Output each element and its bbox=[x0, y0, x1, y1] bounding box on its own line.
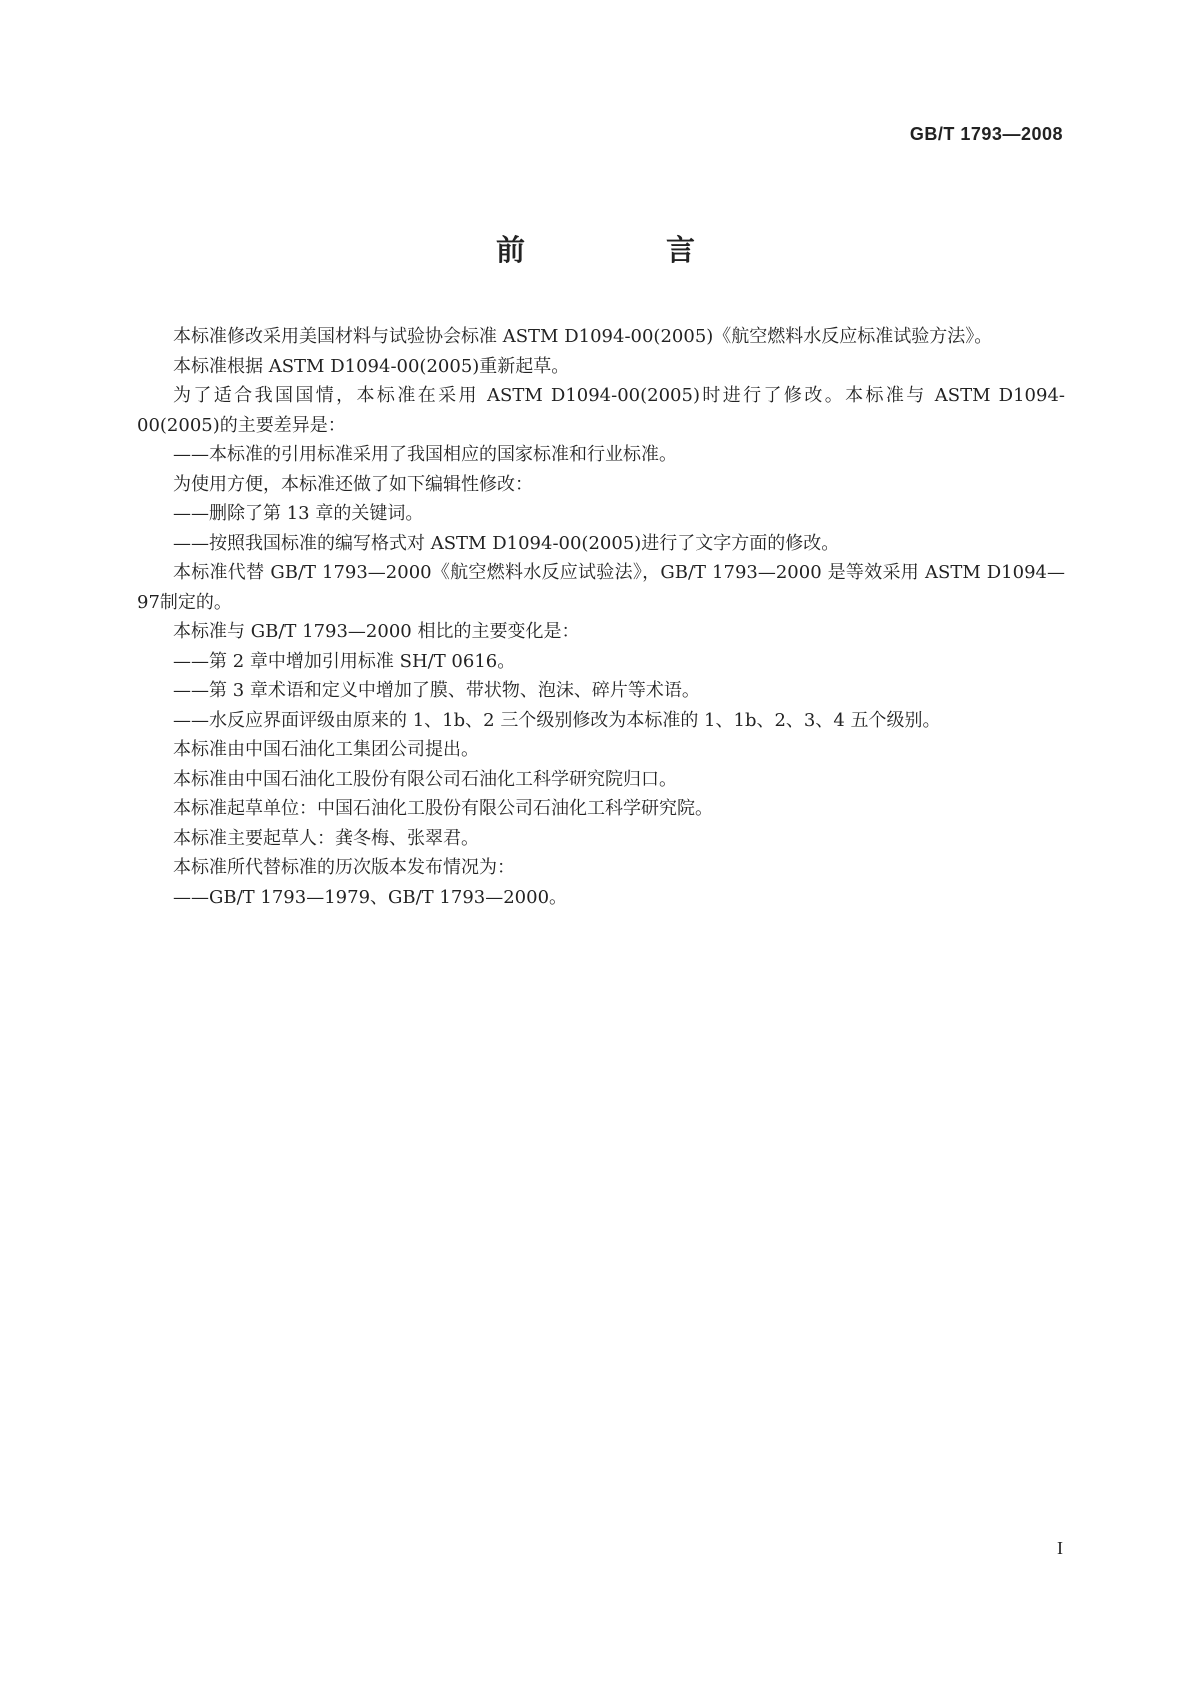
list-item: ——水反应界面评级由原来的 1、1b、2 三个级别修改为本标准的 1、1b、2、3、4 五个级别。 bbox=[173, 709, 941, 731]
paragraph: 为使用方便，本标准还做了如下编辑性修改： bbox=[173, 473, 533, 495]
list-item: ——第 2 章中增加引用标准 SH/T 0616。 bbox=[173, 650, 516, 672]
paragraph: 为了适合我国国情，本标准在采用 ASTM D1094-00(2005)时进行了修改。本标准与 ASTM D1094-00(2005)的主要差异是： bbox=[137, 385, 1065, 436]
paragraph: 本标准主要起草人：龚冬梅、张翠君。 bbox=[173, 827, 479, 849]
page-number: I bbox=[1057, 1538, 1063, 1558]
foreword-body bbox=[137, 322, 1065, 912]
standard-code: GB/T 1793—2008 bbox=[909, 124, 1063, 144]
list-item: ——第 3 章术语和定义中增加了膜、带状物、泡沫、碎片等术语。 bbox=[173, 680, 700, 701]
paragraph: 本标准与 GB/T 1793—2000 相比的主要变化是： bbox=[173, 621, 580, 642]
paragraph: 本标准根据 ASTM D1094-00(2005)重新起草。 bbox=[173, 355, 570, 377]
paragraph: 本标准由中国石油化工集团公司提出。 bbox=[173, 739, 479, 760]
paragraph: 本标准代替 GB/T 1793—2000《航空燃料水反应试验法》，GB/T 1793—2000 是等效采用 ASTM D1094—97制定的。 bbox=[137, 562, 1065, 613]
list-item: ——删除了第 13 章的关键词。 bbox=[173, 503, 424, 524]
page-title: 前 言 bbox=[495, 233, 751, 267]
paragraph: 本标准起草单位：中国石油化工股份有限公司石油化工科学研究院。 bbox=[173, 798, 713, 819]
paragraph: 本标准修改采用美国材料与试验协会标准 ASTM D1094-00(2005)《航空燃料水反应标准试验方法》。 bbox=[173, 326, 993, 347]
list-item: ——按照我国标准的编写格式对 ASTM D1094-00(2005)进行了文字方面的修改。 bbox=[173, 532, 840, 554]
list-item: ——GB/T 1793—1979、GB/T 1793—2000。 bbox=[173, 886, 568, 908]
paragraph: 本标准由中国石油化工股份有限公司石油化工科学研究院归口。 bbox=[173, 768, 677, 790]
paragraph: 本标准所代替标准的历次版本发布情况为： bbox=[173, 857, 515, 878]
list-item: ——本标准的引用标准采用了我国相应的国家标准和行业标准。 bbox=[173, 444, 677, 465]
